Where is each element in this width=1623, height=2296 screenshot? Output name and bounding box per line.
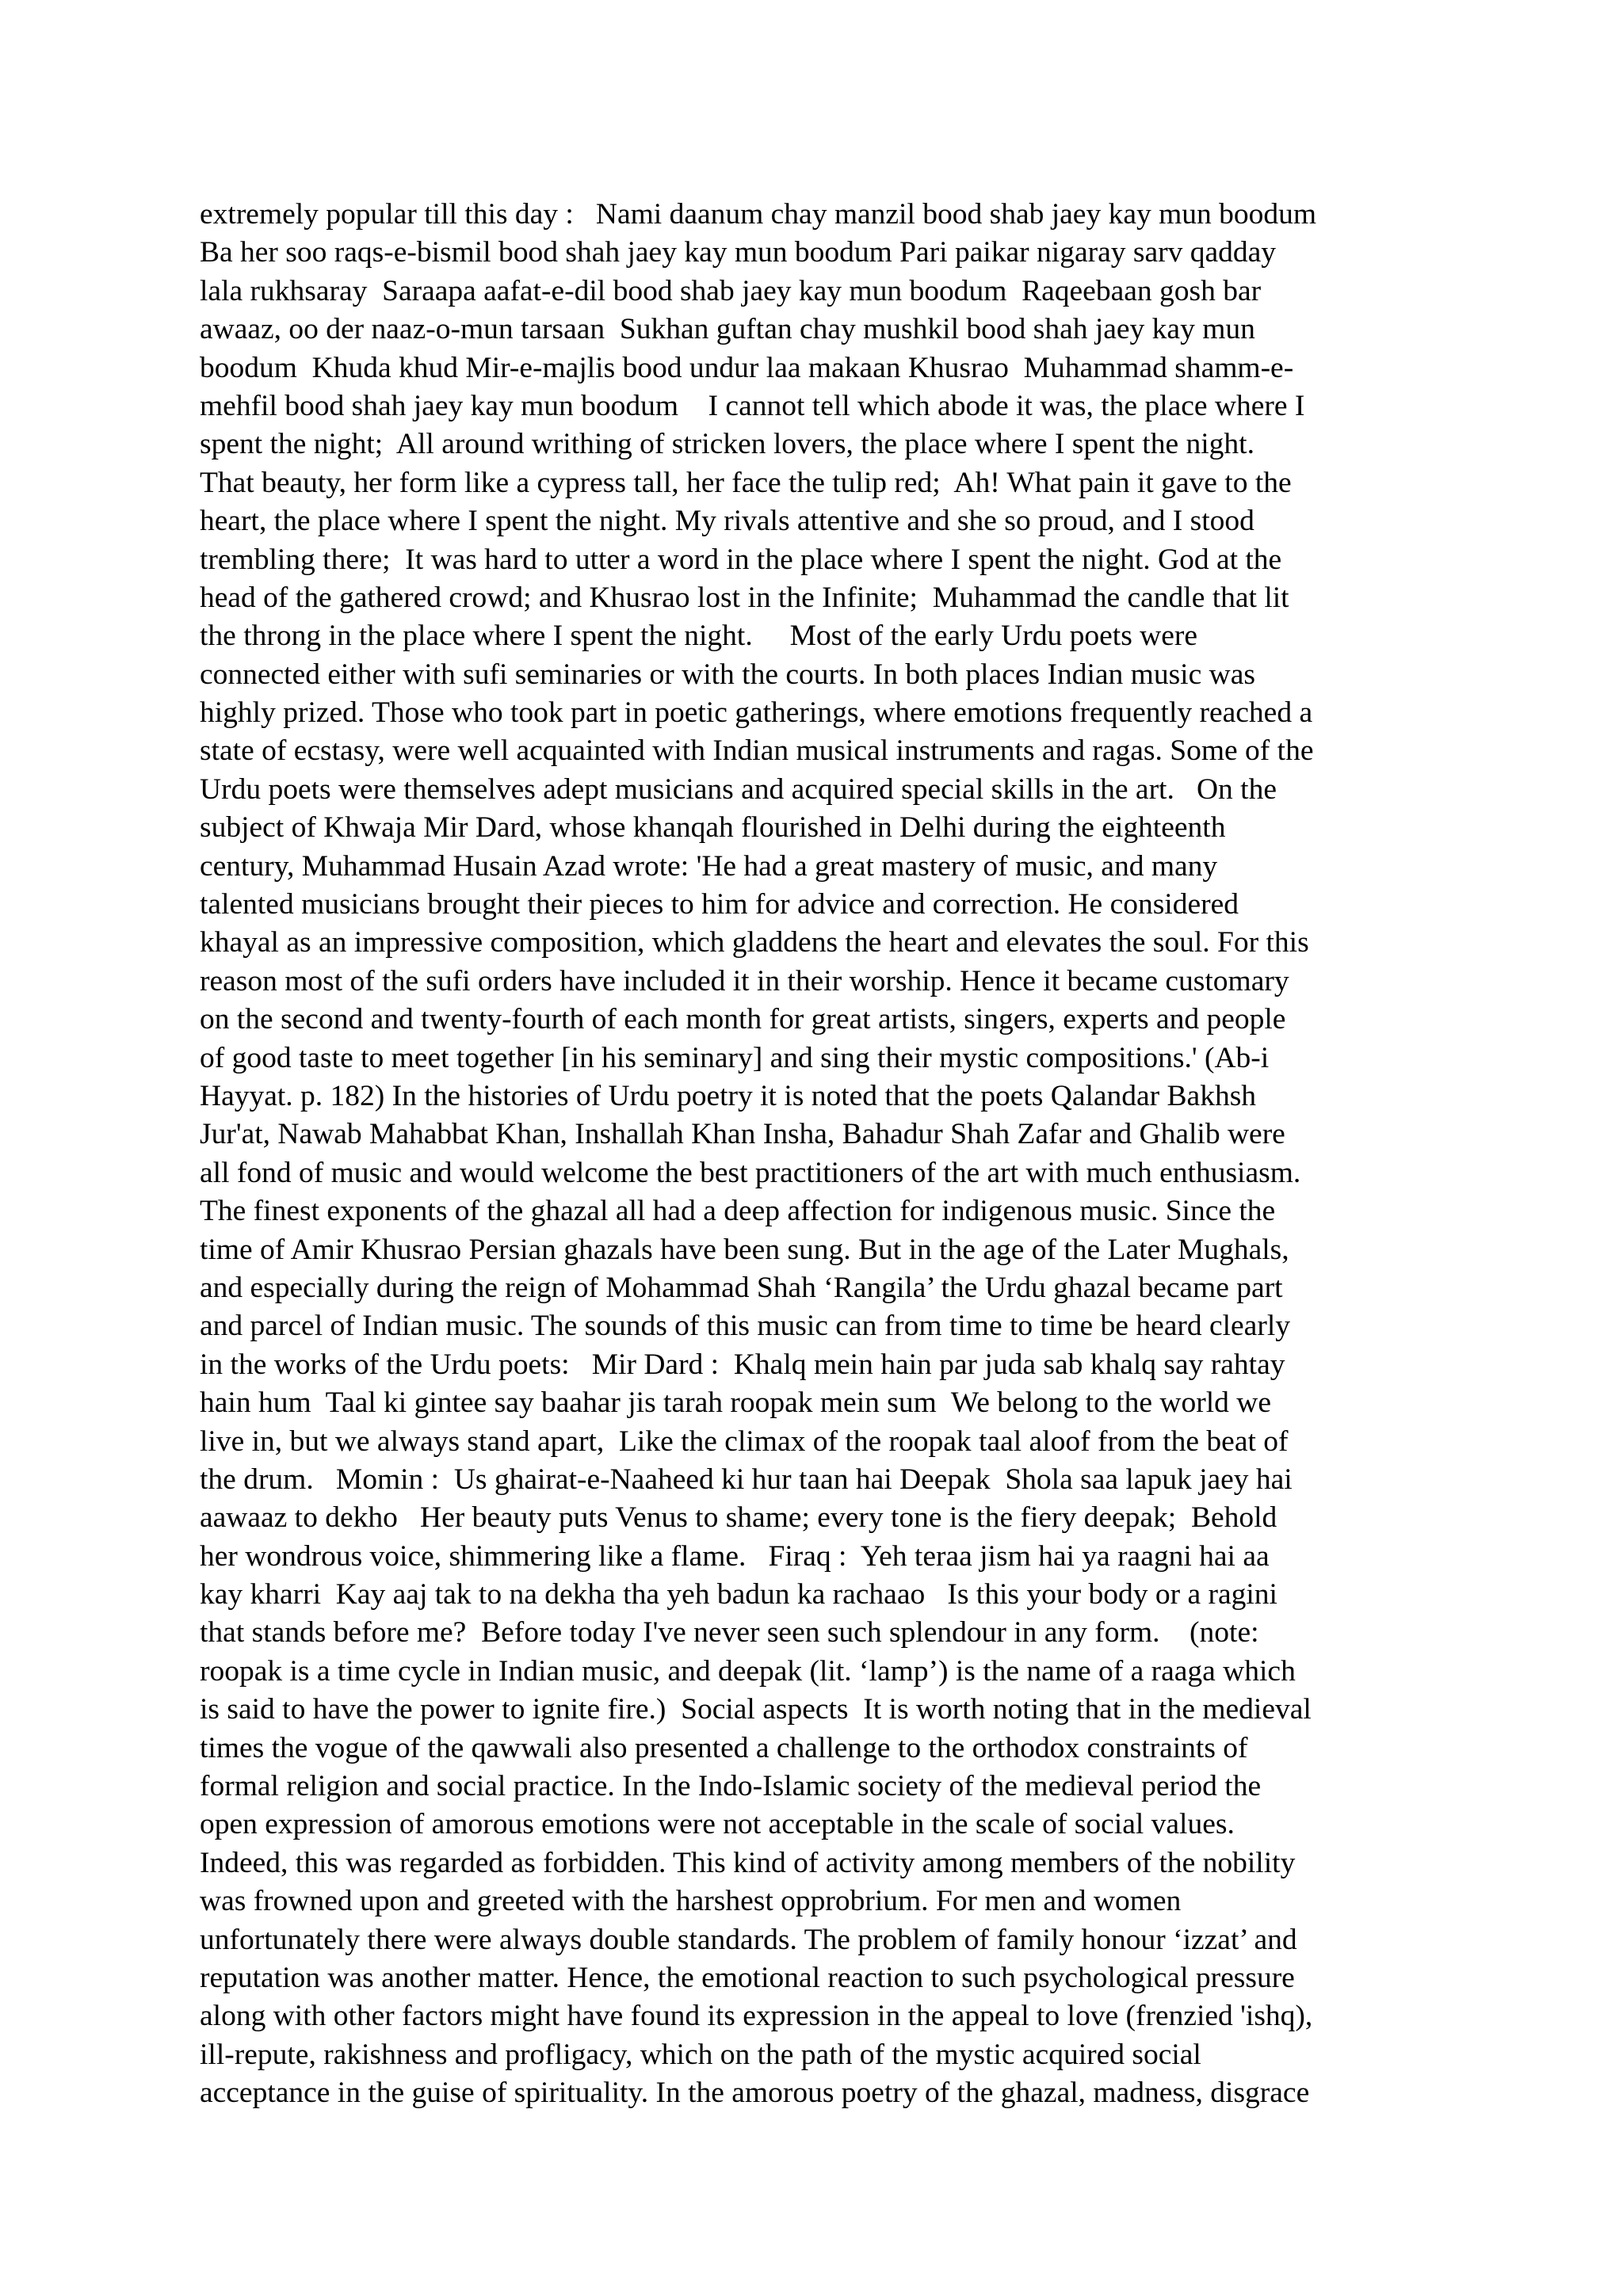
text-line-18: century, Muhammad Husain Azad wrote: 'He had a great mastery of music, and many [200,849,1218,883]
text-line-32: hain hum Taal ki gintee say baahar jis tarah roopak mein sum We belong to the world we [200,1386,1271,1420]
text-line-14: highly prized. Those who took part in poetic gatherings, where emotions frequently reached a [200,696,1313,730]
text-line-8: That beauty, her form like a cypress tall, her face the tulip red; Ah! What pain it gave to the [200,466,1292,499]
text-line-16: Urdu poets were themselves adept musicians and acquired special skills in the art. On the [200,772,1277,806]
text-line-22: on the second and twenty-fourth of each month for great artists, singers, experts and people [200,1003,1286,1036]
text-line-35: aawaaz to dekho Her beauty puts Venus to shame; every tone is the fiery deepak; Behold [200,1501,1277,1535]
text-line-7: spent the night; All around writhing of stricken lovers, the place where I spent the night. [200,428,1254,461]
text-line-27: The finest exponents of the ghazal all had a deep affection for indigenous music. Since the [200,1195,1276,1228]
text-line-26: all fond of music and would welcome the best practitioners of the art with much enthusiasm. [200,1156,1301,1189]
text-line-47: reputation was another matter. Hence, the emotional reaction to such psychological pressure [200,1961,1295,1994]
body-text [200,196,1442,2113]
text-line-37: kay kharri Kay aaj tak to na dekha tha yeh badun ka rachaao Is this your body or a ragini [200,1578,1277,1611]
text-line-38: that stands before me? Before today I've never seen such splendour in any form. (note: [200,1616,1259,1650]
text-line-50: acceptance in the guise of spirituality. In the amorous poetry of the ghazal, madness, disgrace [200,2077,1310,2110]
text-line-3: lala rukhsaray Saraapa aafat-e-dil bood shab jaey kay mun boodum Raqeebaan gosh bar [200,274,1262,307]
text-line-33: live in, but we always stand apart, Like the climax of the roopak taal aloof from the beat of [200,1425,1289,1458]
text-line-11: head of the gathered crowd; and Khusrao lost in the Infinite; Muhammad the candle that lit [200,581,1289,614]
text-line-20: khayal as an impressive composition, which gladdens the heart and elevates the soul. For this [200,926,1309,959]
text-line-2: Ba her soo raqs-e-bismil bood shah jaey kay mun boodum Pari paikar nigaray sarv qadday [200,236,1276,269]
text-line-42: formal religion and social practice. In the Indo-Islamic society of the medieval period the [200,1770,1262,1803]
text-line-13: connected either with sufi seminaries or with the courts. In both places Indian music was [200,658,1255,691]
text-line-30: and parcel of Indian music. The sounds of this music can from time to time be heard clearly [200,1310,1290,1343]
text-line-21: reason most of the sufi orders have included it in their worship. Hence it became customary [200,964,1289,997]
text-line-4: awaaz, oo der naaz-o-mun tarsaan Sukhan guftan chay mushkil bood shah jaey kay mun [200,313,1255,346]
text-line-34: the drum. Momin : Us ghairat-e-Naaheed ki hur taan hai Deepak Shola saa lapuk jaey hai [200,1463,1293,1496]
text-line-39: roopak is a time cycle in Indian music, and deepak (lit. ‘lamp’) is the name of a raaga which [200,1654,1296,1688]
text-line-31: in the works of the Urdu poets: Mir Dard : Khalq mein hain par juda sab khalq say rahtay [200,1348,1285,1381]
text-line-40: is said to have the power to ignite fire.) Social aspects It is worth noting that in the medieval [200,1693,1312,1726]
text-line-9: heart, the place where I spent the night. My rivals attentive and she so proud, and I stood [200,505,1254,538]
text-line-15: state of ecstasy, were well acquainted with Indian musical instruments and ragas. Some of the [200,734,1314,768]
text-line-5: boodum Khuda khud Mir-e-majlis bood undur laa makaan Khusrao Muhammad shamm-e- [200,351,1294,384]
text-line-19: talented musicians brought their pieces to him for advice and correction. He considered [200,888,1239,921]
text-line-41: times the vogue of the qawwali also presented a challenge to the orthodox constraints of [200,1731,1248,1764]
text-line-44: Indeed, this was regarded as forbidden. This kind of activity among members of the nobility [200,1846,1296,1879]
text-line-48: along with other factors might have found its expression in the appeal to love (frenzied 'ishq), [200,2000,1313,2033]
text-line-28: time of Amir Khusrao Persian ghazals have been sung. But in the age of the Later Mughals, [200,1233,1289,1266]
text-line-10: trembling there; It was hard to utter a word in the place where I spent the night. God at the [200,543,1282,576]
text-line-46: unfortunately there were always double standards. The problem of family honour ‘izzat’ and [200,1923,1297,1956]
text-line-49: ill-repute, rakishness and profligacy, which on the path of the mystic acquired social [200,2038,1201,2071]
text-line-1: extremely popular till this day : Nami daanum chay manzil bood shab jaey kay mun boodum [200,198,1317,231]
text-line-45: was frowned upon and greeted with the harshest opprobrium. For men and women [200,1885,1182,1918]
text-line-24: Hayyat. p. 182) In the histories of Urdu poetry it is noted that the poets Qalandar Bakhsh [200,1079,1257,1112]
text-line-12: the throng in the place where I spent the night. Most of the early Urdu poets were [200,620,1198,653]
text-line-17: subject of Khwaja Mir Dard, whose khanqah flourished in Delhi during the eighteenth [200,811,1226,845]
text-line-25: Jur'at, Nawab Mahabbat Khan, Inshallah Khan Insha, Bahadur Shah Zafar and Ghalib were [200,1118,1285,1151]
text-line-29: and especially during the reign of Mohammad Shah ‘Rangila’ the Urdu ghazal became part [200,1271,1283,1304]
text-line-23: of good taste to meet together [in his seminary] and sing their mystic compositions.' (Ab-i [200,1041,1270,1074]
text-line-43: open expression of amorous emotions were not acceptable in the scale of social values. [200,1808,1235,1841]
text-line-6: mehfil bood shah jaey kay mun boodum I cannot tell which abode it was, the place where I [200,389,1305,422]
text-line-36: her wondrous voice, shimmering like a flame. Firaq : Yeh teraa jism hai ya raagni hai aa [200,1539,1270,1573]
